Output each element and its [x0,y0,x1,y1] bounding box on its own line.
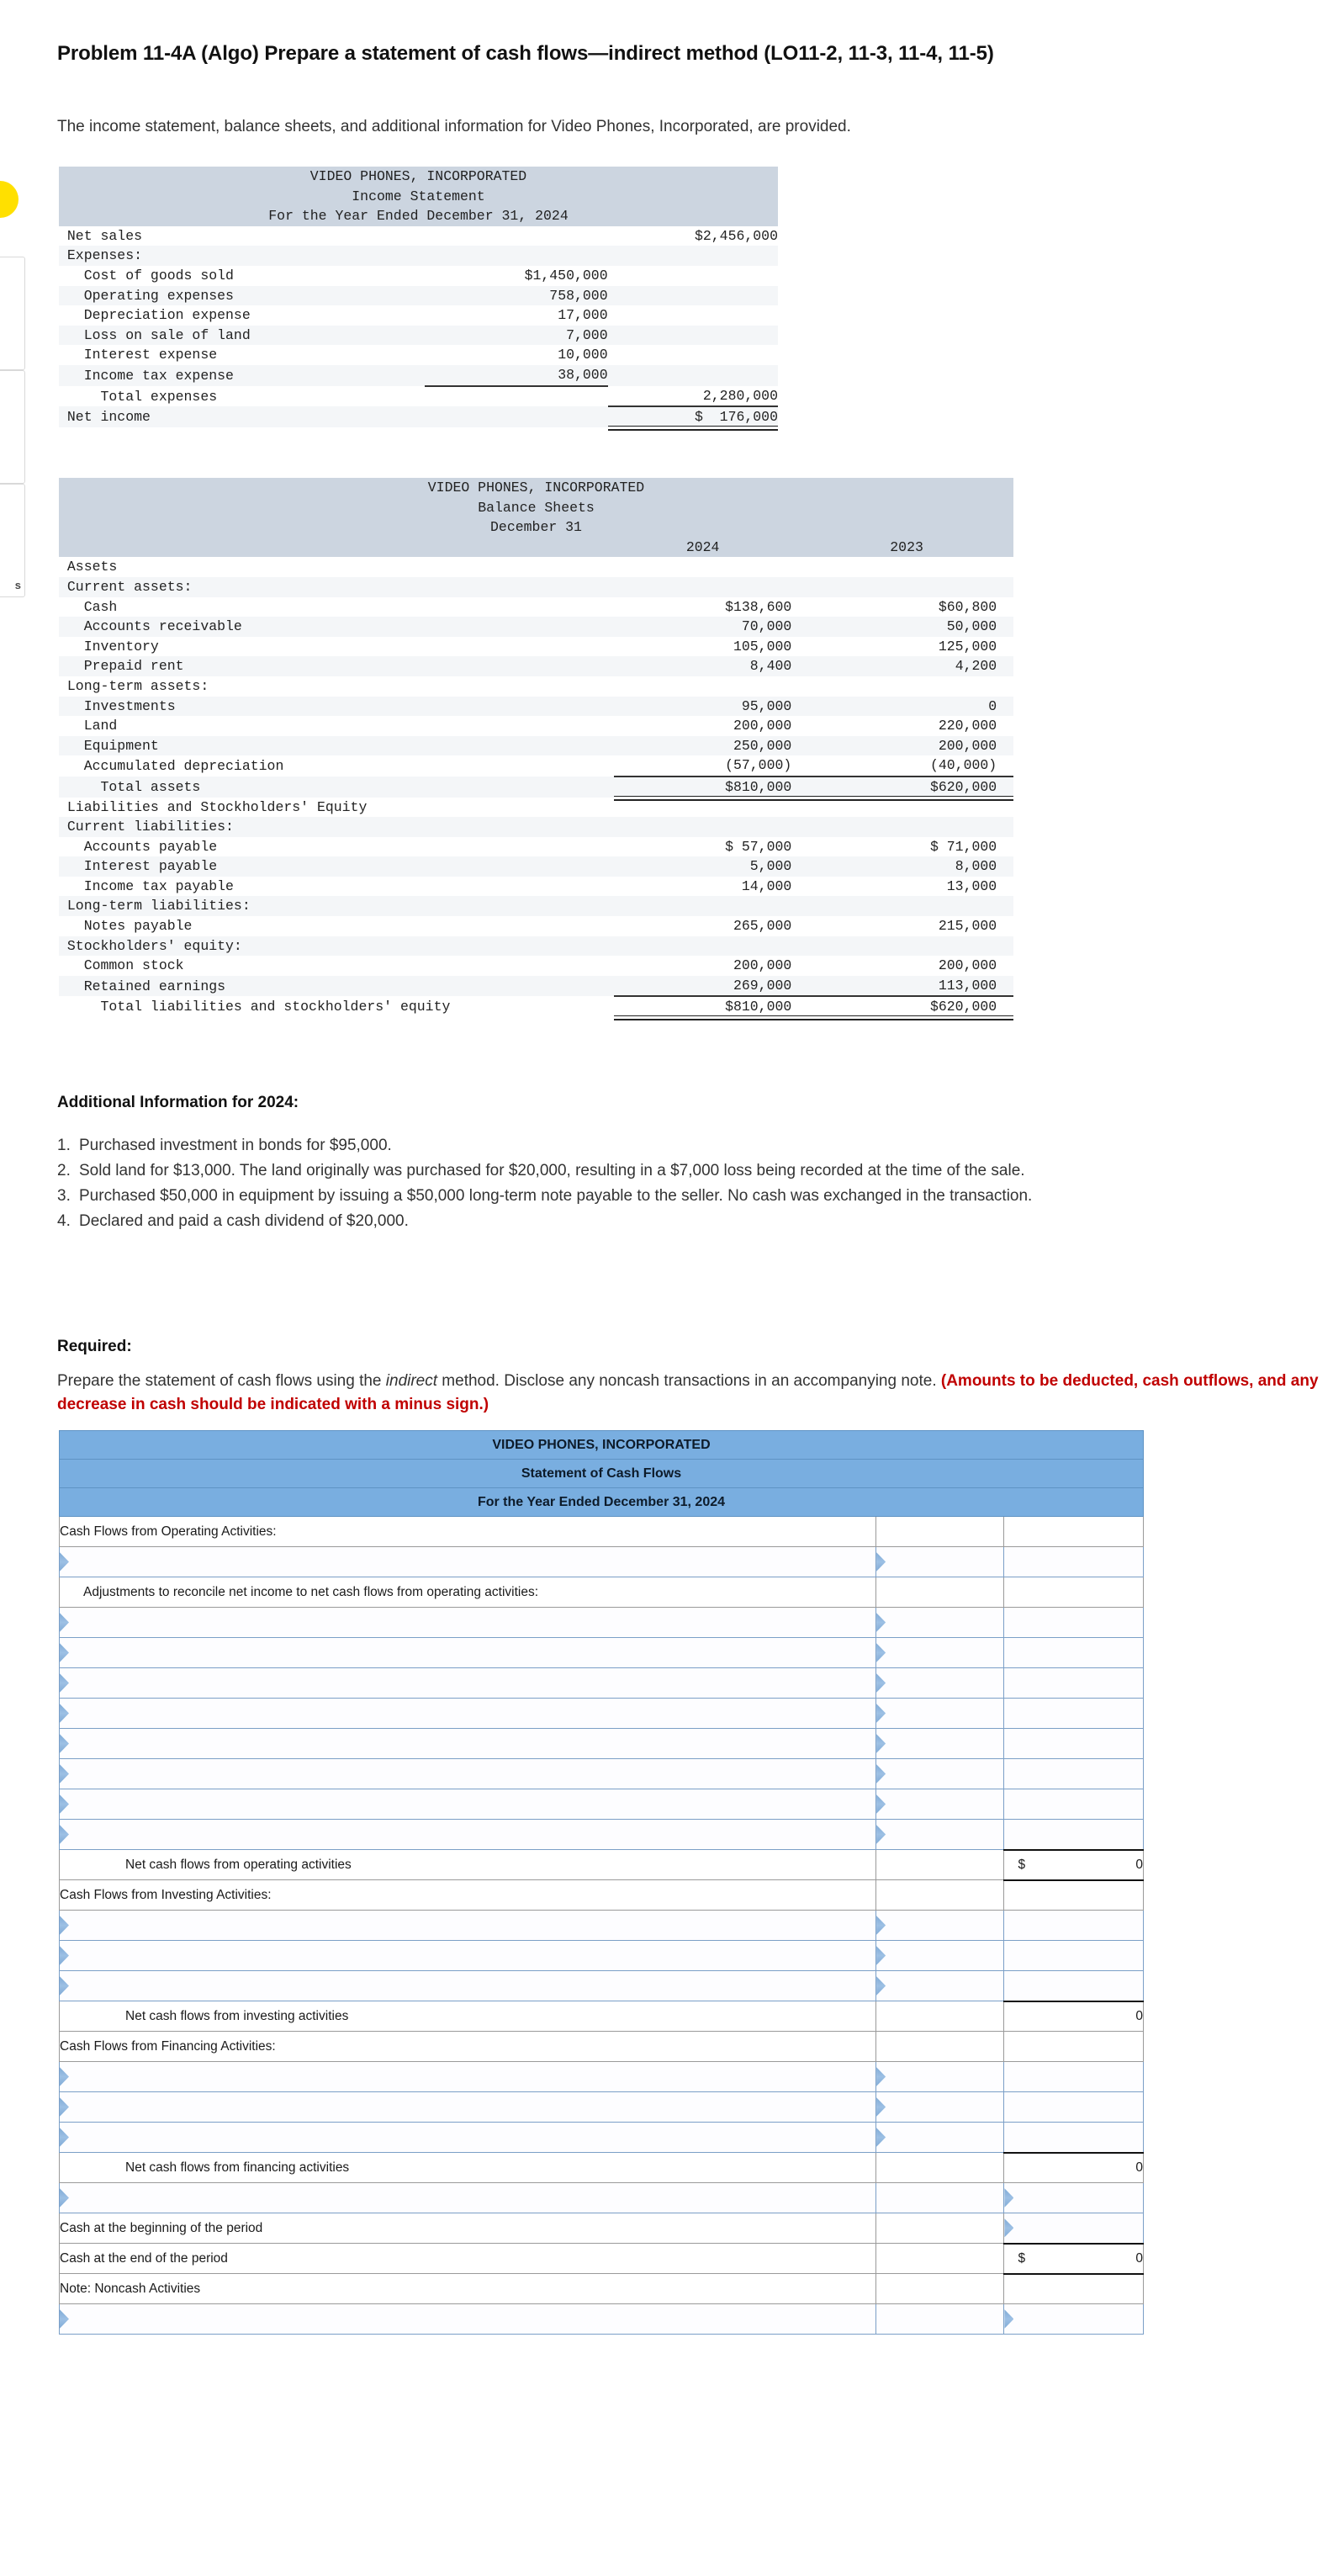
balance-sheet-row [59,996,1013,1017]
row-value-2023: 220,000 [817,716,1013,736]
worksheet-amount-col [876,2001,1004,2032]
worksheet-amount-col [876,2244,1004,2274]
currency-symbol: $ [1018,1857,1026,1872]
worksheet-row [60,2001,1144,2032]
worksheet-row [60,2153,1144,2183]
worksheet-total-col[interactable] [1004,1941,1144,1971]
row-value-2023: 50,000 [817,617,1013,637]
row-value-col2 [608,266,778,286]
worksheet-total-col [1004,1577,1144,1608]
worksheet-amount-col[interactable] [876,1820,1004,1850]
worksheet-amount-col[interactable] [876,2123,1004,2153]
worksheet-total-col[interactable] [1004,2304,1144,2335]
balance-sheet-row [59,755,1013,777]
row-value-2023: 113,000 [817,976,1013,997]
row-label: Interest payable [59,856,614,877]
worksheet-total-col: 0 [1004,2001,1144,2032]
row-value-col2 [608,365,778,386]
worksheet-line-item-input[interactable] [60,1941,876,1971]
row-value-col2 [608,345,778,365]
worksheet-row [60,1789,1144,1820]
worksheet-header-row [60,1488,1144,1517]
worksheet-amount-col [876,2213,1004,2244]
row-label: Accumulated depreciation [59,755,614,777]
worksheet-row [60,2183,1144,2213]
row-value-2024 [614,557,817,577]
worksheet-row [60,1668,1144,1699]
income-statement-header-row [59,187,778,207]
worksheet-row [60,1850,1144,1880]
additional-info-item [57,1134,1319,1158]
balance-sheet-row [59,656,1013,676]
sidebar-button-3-label: s [14,579,21,591]
row-value-2023 [817,676,1013,697]
balance-sheet-table [59,478,1013,1017]
balance-sheet-row [59,716,1013,736]
balance-sheet-row [59,856,1013,877]
row-label: Income tax payable [59,877,614,897]
row-label: Assets [59,557,614,577]
row-label: Long-term liabilities: [59,896,614,916]
row-label: Loss on sale of land [59,326,425,346]
balance-sheet-row [59,817,1013,837]
required-text-part1: Prepare the statement of cash flows using the [57,1372,386,1390]
worksheet-total-col[interactable] [1004,2213,1144,2244]
worksheet-line-item-input[interactable] [60,2092,876,2123]
row-value-2024: 105,000 [614,637,817,657]
row-value-col1 [425,246,608,266]
row-value-col1: 17,000 [425,305,608,326]
worksheet-amount-col[interactable] [876,1759,1004,1789]
worksheet-line-item-input[interactable] [60,1789,876,1820]
row-label: Total liabilities and stockholders' equity [59,996,614,1017]
row-label: Notes payable [59,916,614,936]
item-number: 4. [57,1212,71,1230]
worksheet-amount-col[interactable] [876,1699,1004,1729]
worksheet-line-item-input[interactable] [60,1638,876,1668]
row-value-col1: 7,000 [425,326,608,346]
row-value-2023 [817,577,1013,597]
worksheet-total-col[interactable] [1004,1699,1144,1729]
balance-sheet-header-row [59,517,1013,538]
row-value-2023 [817,936,1013,957]
worksheet-total-col[interactable] [1004,1547,1144,1577]
worksheet-row [60,1911,1144,1941]
additional-info-item [57,1210,1319,1233]
worksheet-row [60,2244,1144,2274]
worksheet-total-col[interactable] [1004,1911,1144,1941]
worksheet-amount-col[interactable] [876,1971,1004,2001]
worksheet-total-col: 0 [1004,2153,1144,2183]
row-label: Net income [59,406,425,427]
worksheet-line-item-input[interactable] [60,1547,876,1577]
row-value-2023 [817,817,1013,837]
worksheet-total-col[interactable] [1004,1971,1144,2001]
worksheet-row [60,1971,1144,2001]
cash-flow-worksheet[interactable] [59,1430,1144,2335]
row-value-col1: 10,000 [425,345,608,365]
row-label: Cost of goods sold [59,266,425,286]
row-value-2024: 200,000 [614,956,817,976]
income-statement-row [59,386,778,407]
row-label: Prepaid rent [59,656,614,676]
income-statement-row [59,345,778,365]
sidebar-button-1[interactable] [0,257,25,370]
row-label: Liabilities and Stockholders' Equity [59,798,614,818]
required-text-part2: method. Disclose any noncash transactions in an accompanying note. [437,1372,941,1390]
worksheet-row [60,1547,1144,1577]
row-value-2024: 95,000 [614,697,817,717]
item-number: 2. [57,1162,71,1179]
row-value-2023 [817,557,1013,577]
row-label: Operating expenses [59,286,425,306]
page-title: Problem 11-4A (Algo) Prepare a statement of cash flows—indirect method (LO11-2, 11-3, 11-4, 11-5) [57,42,994,65]
worksheet-amount-col[interactable] [876,2304,1004,2335]
row-value-2024 [614,577,817,597]
balance-sheet-row [59,637,1013,657]
row-label: Net sales [59,226,425,246]
row-value-col2 [608,305,778,326]
worksheet-total-col [1004,2274,1144,2304]
row-label: Total assets [59,777,614,798]
balance-sheet-row [59,837,1013,857]
worksheet-amount-col[interactable] [876,1911,1004,1941]
notification-badge [0,181,19,218]
row-value-2024 [614,676,817,697]
worksheet-row [60,1941,1144,1971]
row-label: Retained earnings [59,976,614,997]
balance-sheet-row [59,916,1013,936]
worksheet-row [60,2032,1144,2062]
additional-info-list [57,1134,1319,1235]
worksheet-line-label: Cash Flows from Operating Activities: [60,1517,876,1547]
worksheet-amount-col[interactable] [876,1638,1004,1668]
row-value-2023: 0 [817,697,1013,717]
worksheet-total-col[interactable] [1004,2062,1144,2092]
worksheet-amount-col [876,2153,1004,2183]
row-value-col2 [608,246,778,266]
income-statement-header-statement: Income Statement [59,187,778,207]
row-value-2023 [817,896,1013,916]
worksheet-amount-col[interactable] [876,2062,1004,2092]
worksheet-line-label: Note: Noncash Activities [60,2274,876,2304]
row-label: Income tax expense [59,365,425,386]
worksheet-line-item-input[interactable] [60,1729,876,1759]
row-label: Depreciation expense [59,305,425,326]
balance-sheet-row [59,877,1013,897]
row-value-col1 [425,406,608,427]
row-value-2024: 250,000 [614,736,817,756]
worksheet-total-col[interactable] [1004,1608,1144,1638]
worksheet-total-col[interactable] [1004,1789,1144,1820]
worksheet-header-row [60,1460,1144,1488]
row-value-col2: $ 176,000 [608,406,778,427]
worksheet-total-col[interactable] [1004,2123,1144,2153]
worksheet-total-col[interactable] [1004,1638,1144,1668]
worksheet-line-label: Cash Flows from Financing Activities: [60,2032,876,2062]
balance-sheet-row [59,976,1013,997]
item-text: Declared and paid a cash dividend of $20,000. [79,1212,409,1230]
worksheet-header-row [60,1431,1144,1460]
worksheet-row [60,1699,1144,1729]
worksheet-total-col[interactable] [1004,1820,1144,1850]
row-value-2024: (57,000) [614,755,817,777]
row-value-col2 [608,326,778,346]
worksheet-line-item-input[interactable] [60,1759,876,1789]
income-statement-row [59,286,778,306]
row-label: Stockholders' equity: [59,936,614,957]
worksheet-header-statement: Statement of Cash Flows [60,1460,1144,1488]
worksheet-amount-col [876,1850,1004,1880]
balance-sheet-header-row [59,478,1013,498]
row-value-2024: $810,000 [614,777,817,798]
worksheet-amount-col[interactable] [876,1729,1004,1759]
income-statement-row [59,226,778,246]
worksheet-line-item-input[interactable] [60,1668,876,1699]
worksheet-row [60,1759,1144,1789]
income-statement-row [59,365,778,386]
row-value-2024: $810,000 [614,996,817,1017]
additional-info-heading: Additional Information for 2024: [57,1094,299,1111]
income-statement-row [59,246,778,266]
worksheet-total-col [1004,1517,1144,1547]
worksheet-line-label: Net cash flows from financing activities [60,2153,876,2183]
worksheet-amount-col[interactable] [876,1941,1004,1971]
row-value-col1 [425,226,608,246]
sidebar-button-2[interactable] [0,370,25,484]
worksheet-line-label: Cash at the beginning of the period [60,2213,876,2244]
worksheet-total-col[interactable] [1004,1759,1144,1789]
worksheet-line-label: Cash at the end of the period [60,2244,876,2274]
row-label: Accounts receivable [59,617,614,637]
worksheet-line-item-input[interactable] [60,1911,876,1941]
balance-sheet-row [59,597,1013,617]
income-statement-header-row [59,167,778,187]
worksheet-amount-col [876,1577,1004,1608]
balance-sheet-row [59,777,1013,798]
income-statement-row [59,305,778,326]
balance-sheet-row [59,956,1013,976]
year-header-spacer [59,538,614,558]
worksheet-amount-col[interactable] [876,1608,1004,1638]
worksheet-row [60,1820,1144,1850]
row-value-2024: 269,000 [614,976,817,997]
required-text-note: (Amounts to be deducted, cash outflows, and any decrease in cash should be indicated with a minus sign.) [57,1372,1319,1413]
row-value-2023: 200,000 [817,956,1013,976]
worksheet-total-col [1004,2032,1144,2062]
row-value-2024 [614,817,817,837]
item-number: 3. [57,1187,71,1205]
balance-sheet-row [59,896,1013,916]
sidebar-button-3[interactable] [0,484,25,597]
row-value-2023: 13,000 [817,877,1013,897]
worksheet-row [60,1638,1144,1668]
row-label: Expenses: [59,246,425,266]
row-value-2024: 5,000 [614,856,817,877]
worksheet-total-col [1004,1880,1144,1911]
worksheet-header-period: For the Year Ended December 31, 2024 [60,1488,1144,1517]
row-value-2023: $620,000 [817,777,1013,798]
row-value-2023: $620,000 [817,996,1013,1017]
worksheet-row [60,1880,1144,1911]
worksheet-total-col[interactable] [1004,2092,1144,2123]
additional-info-item [57,1185,1319,1208]
balance-sheet-year-header [59,538,1013,558]
row-value-col1: 758,000 [425,286,608,306]
row-value-2024 [614,896,817,916]
row-value-col1: $1,450,000 [425,266,608,286]
worksheet-line-label: Net cash flows from investing activities [60,2001,876,2032]
row-value-col1: 38,000 [425,365,608,386]
row-value-col2: 2,280,000 [608,386,778,407]
row-value-2024: 70,000 [614,617,817,637]
worksheet-total-col: $ 0 [1004,2244,1144,2274]
row-value-2023: 8,000 [817,856,1013,877]
row-label: Current liabilities: [59,817,614,837]
row-value-2024: 8,400 [614,656,817,676]
worksheet-line-item-input[interactable] [60,2062,876,2092]
row-value-2023: 215,000 [817,916,1013,936]
balance-sheet-header-statement: Balance Sheets [59,498,1013,518]
balance-sheet-row [59,936,1013,957]
row-value-2023: (40,000) [817,755,1013,777]
balance-sheet-header-company: VIDEO PHONES, INCORPORATED [59,478,1013,498]
worksheet-total-col[interactable] [1004,1729,1144,1759]
row-label: Accounts payable [59,837,614,857]
worksheet-line-item-input[interactable] [60,2123,876,2153]
row-value-col2: $2,456,000 [608,226,778,246]
row-value-2024: $138,600 [614,597,817,617]
worksheet-amount-col [876,2274,1004,2304]
balance-sheet-header-period: December 31 [59,517,1013,538]
worksheet-row [60,2062,1144,2092]
balance-sheet-row [59,697,1013,717]
row-value-2023: $60,800 [817,597,1013,617]
worksheet-row [60,1608,1144,1638]
worksheet-line-label: Net cash flows from operating activities [60,1850,876,1880]
worksheet-total-col[interactable] [1004,2183,1144,2213]
additional-info-item [57,1159,1319,1183]
worksheet-total-col[interactable] [1004,1668,1144,1699]
item-text: Purchased $50,000 in equipment by issuing a $50,000 long-term note payable to the seller. No cash was exchanged in the transaction. [79,1187,1033,1205]
row-value-col2 [608,286,778,306]
income-statement-table [59,167,778,427]
worksheet-row [60,2092,1144,2123]
balance-sheet-row [59,577,1013,597]
worksheet-amount-col [876,1517,1004,1547]
income-statement-row [59,326,778,346]
worksheet-amount-col[interactable] [876,1547,1004,1577]
worksheet-amount-col[interactable] [876,2092,1004,2123]
row-value-col1 [425,386,608,407]
row-value-2024 [614,936,817,957]
worksheet-amount-col[interactable] [876,1789,1004,1820]
row-value-2023: 200,000 [817,736,1013,756]
required-text [57,1370,1333,1417]
row-label: Investments [59,697,614,717]
balance-sheet-row [59,557,1013,577]
income-statement-header-row [59,206,778,226]
row-label: Long-term assets: [59,676,614,697]
worksheet-line-item-input[interactable] [60,1971,876,2001]
balance-sheet-header-row [59,498,1013,518]
worksheet-row [60,1517,1144,1547]
worksheet-row [60,2213,1144,2244]
worksheet-line-item-input[interactable] [60,1608,876,1638]
row-label: Land [59,716,614,736]
worksheet-amount-col [876,2032,1004,2062]
worksheet-header-company: VIDEO PHONES, INCORPORATED [60,1431,1144,1460]
row-label: Cash [59,597,614,617]
item-text: Sold land for $13,000. The land originally was purchased for $20,000, resulting in a $7,000 loss being recorded at the time of the sale. [79,1162,1025,1179]
problem-intro: The income statement, balance sheets, and additional information for Video Phones, Incorporated, are provided. [57,118,851,135]
balance-sheet-row [59,676,1013,697]
row-value-2024: $ 57,000 [614,837,817,857]
income-statement-row [59,406,778,427]
row-label: Total expenses [59,386,425,407]
worksheet-amount-col [876,1880,1004,1911]
row-label: Interest expense [59,345,425,365]
worksheet-total-col: $ 0 [1004,1850,1144,1880]
worksheet-line-label: Adjustments to reconcile net income to net cash flows from operating activities: [60,1577,876,1608]
row-label: Current assets: [59,577,614,597]
worksheet-line-item-input[interactable] [60,1699,876,1729]
row-value-2023: 125,000 [817,637,1013,657]
year-header-prior: 2023 [817,538,1013,558]
currency-symbol: $ [1018,2250,1026,2266]
worksheet-amount-col[interactable] [876,1668,1004,1699]
worksheet-row [60,1577,1144,1608]
row-label: Equipment [59,736,614,756]
income-statement-row [59,266,778,286]
income-statement-header-company: VIDEO PHONES, INCORPORATED [59,167,778,187]
worksheet-line-label: Cash Flows from Investing Activities: [60,1880,876,1911]
row-value-2023: 4,200 [817,656,1013,676]
item-text: Purchased investment in bonds for $95,000. [79,1137,392,1154]
row-label: Common stock [59,956,614,976]
worksheet-amount-col[interactable] [876,2183,1004,2213]
row-value-2024: 265,000 [614,916,817,936]
required-heading: Required: [57,1338,132,1355]
balance-sheet-row [59,617,1013,637]
row-label: Inventory [59,637,614,657]
required-text-italic: indirect [385,1372,438,1390]
worksheet-line-item-input[interactable] [60,2304,876,2335]
income-statement-header-period: For the Year Ended December 31, 2024 [59,206,778,226]
worksheet-line-item-input[interactable] [60,2183,876,2213]
worksheet-line-item-input[interactable] [60,1820,876,1850]
row-value-2024: 200,000 [614,716,817,736]
balance-sheet-row [59,736,1013,756]
worksheet-row [60,2304,1144,2335]
worksheet-row [60,2123,1144,2153]
year-header-current: 2024 [614,538,817,558]
row-value-2024: 14,000 [614,877,817,897]
worksheet-row [60,2274,1144,2304]
row-value-2023: $ 71,000 [817,837,1013,857]
item-number: 1. [57,1137,71,1154]
worksheet-row [60,1729,1144,1759]
